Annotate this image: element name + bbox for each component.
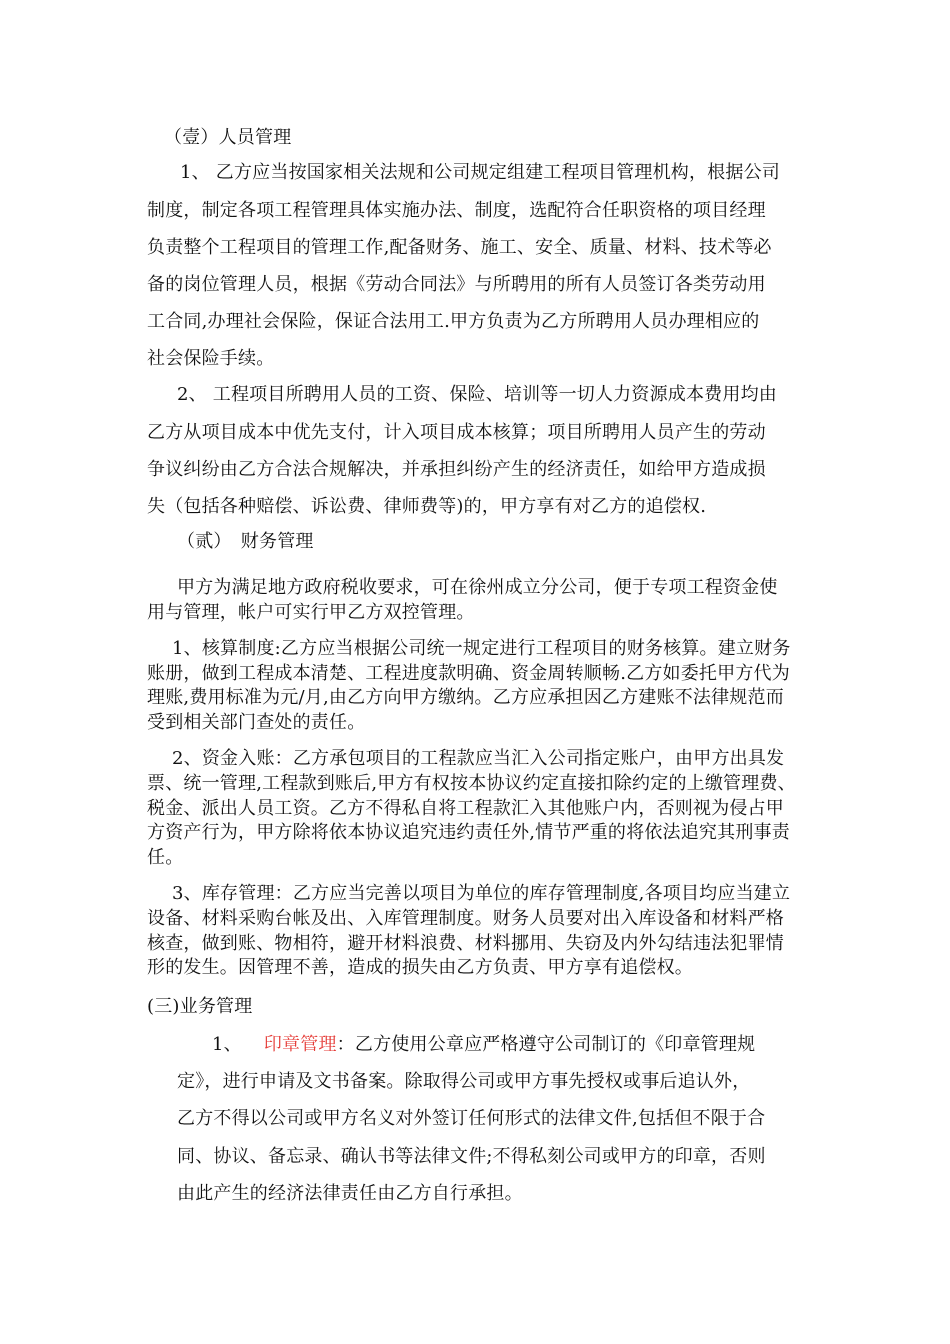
paragraph-line: 社会保险手续。 — [147, 348, 275, 369]
section-heading-finance: （贰） 财务管理 — [177, 531, 314, 552]
line-rest: ：乙方使用公章应严格遵守公司制订的《印章管理规 — [336, 1034, 756, 1055]
paragraph-line: 核查，做到账、物相符，避开材料浪费、材料挪用、失窃及内外勾结违法犯罪情 — [147, 933, 784, 954]
paragraph-line: 备的岗位管理人员，根据《劳动合同法》与所聘用的所有人员签订各类劳动用 — [147, 274, 766, 295]
highlighted-term: 印章管理 — [263, 1034, 337, 1055]
paragraph-line: 争议纠纷由乙方合法合规解决，并承担纠纷产生的经济责任，如给甲方造成损 — [147, 459, 766, 480]
paragraph-line: 3、库存管理：乙方应当完善以项目为单位的库存管理制度,各项目均应当建立 — [172, 883, 791, 904]
paragraph-line: 设备、材料采购台帐及出、入库管理制度。财务人员要对出入库设备和材料严格 — [147, 908, 784, 929]
paragraph-line: 方资产行为，甲方除将依本协议追究违约责任外,情节严重的将依法追究其刑事责 — [147, 822, 790, 843]
paragraph-line — [212, 1034, 755, 1056]
paragraph-line: 失（包括各种赔偿、诉讼费、律师费等)的，甲方享有对乙方的追偿权. — [147, 496, 707, 517]
section-heading-business: (三)业务管理 — [147, 996, 253, 1017]
paragraph-line: 同、协议、备忘录、确认书等法律文件;不得私刻公司或甲方的印章，否则 — [177, 1146, 766, 1167]
paragraph-line: 任。 — [147, 847, 184, 868]
paragraph-line: 票、统一管理,工程款到账后,甲方有权按本协议约定直接扣除约定的上缴管理费、 — [147, 773, 796, 794]
paragraph-line: 负责整个工程项目的管理工作,配备财务、施工、安全、质量、材料、技术等必 — [147, 237, 772, 258]
paragraph-line: 制度，制定各项工程管理具体实施办法、制度，选配符合任职资格的项目经理 — [147, 200, 766, 221]
paragraph-line: 由此产生的经济法律责任由乙方自行承担。 — [177, 1183, 523, 1204]
paragraph-line: 乙方不得以公司或甲方名义对外签订任何形式的法律文件,包括但不限于合 — [177, 1108, 766, 1129]
section-heading-personnel: （壹）人员管理 — [164, 127, 292, 148]
paragraph-line: 税金、派出人员工资。乙方不得私自将工程款汇入其他账户内，否则视为侵占甲 — [147, 798, 784, 819]
item-number: 1、 — [212, 1034, 242, 1055]
paragraph-line: 乙方从项目成本中优先支付，计入项目成本核算；项目所聘用人员产生的劳动 — [147, 422, 766, 443]
paragraph-line: 甲方为满足地方政府税收要求，可在徐州成立分公司，便于专项工程资金使 — [177, 577, 778, 598]
paragraph-line: 2、资金入账：乙方承包项目的工程款应当汇入公司指定账户，由甲方出具发 — [172, 748, 785, 769]
paragraph-line: 用与管理，帐户可实行甲乙方双控管理。 — [147, 602, 475, 623]
paragraph-line: 1、核算制度:乙方应当根据公司统一规定进行工程项目的财务核算。建立财务 — [172, 638, 791, 659]
paragraph-line: 账册，做到工程成本清楚、工程进度款明确、资金周转顺畅.乙方如委托甲方代为 — [147, 663, 790, 684]
paragraph-line: 受到相关部门查处的责任。 — [147, 712, 366, 733]
paragraph-line: 工合同,办理社会保险，保证合法用工.甲方负责为乙方所聘用人员办理相应的 — [147, 311, 760, 332]
paragraph-line: 理账,费用标准为元/月,由乙方向甲方缴纳。乙方应承担因乙方建账不法律规范而 — [147, 687, 784, 708]
paragraph-line: 1、 乙方应当按国家相关法规和公司规定组建工程项目管理机构，根据公司 — [180, 162, 780, 183]
paragraph-line: 2、 工程项目所聘用人员的工资、保险、培训等一切人力资源成本费用均由 — [177, 384, 777, 405]
paragraph-line: 形的发生。因管理不善，造成的损失由乙方负责、甲方享有追偿权。 — [147, 957, 693, 978]
paragraph-line: 定》，进行申请及文书备案。除取得公司或甲方事先授权或事后追认外， — [177, 1071, 751, 1092]
